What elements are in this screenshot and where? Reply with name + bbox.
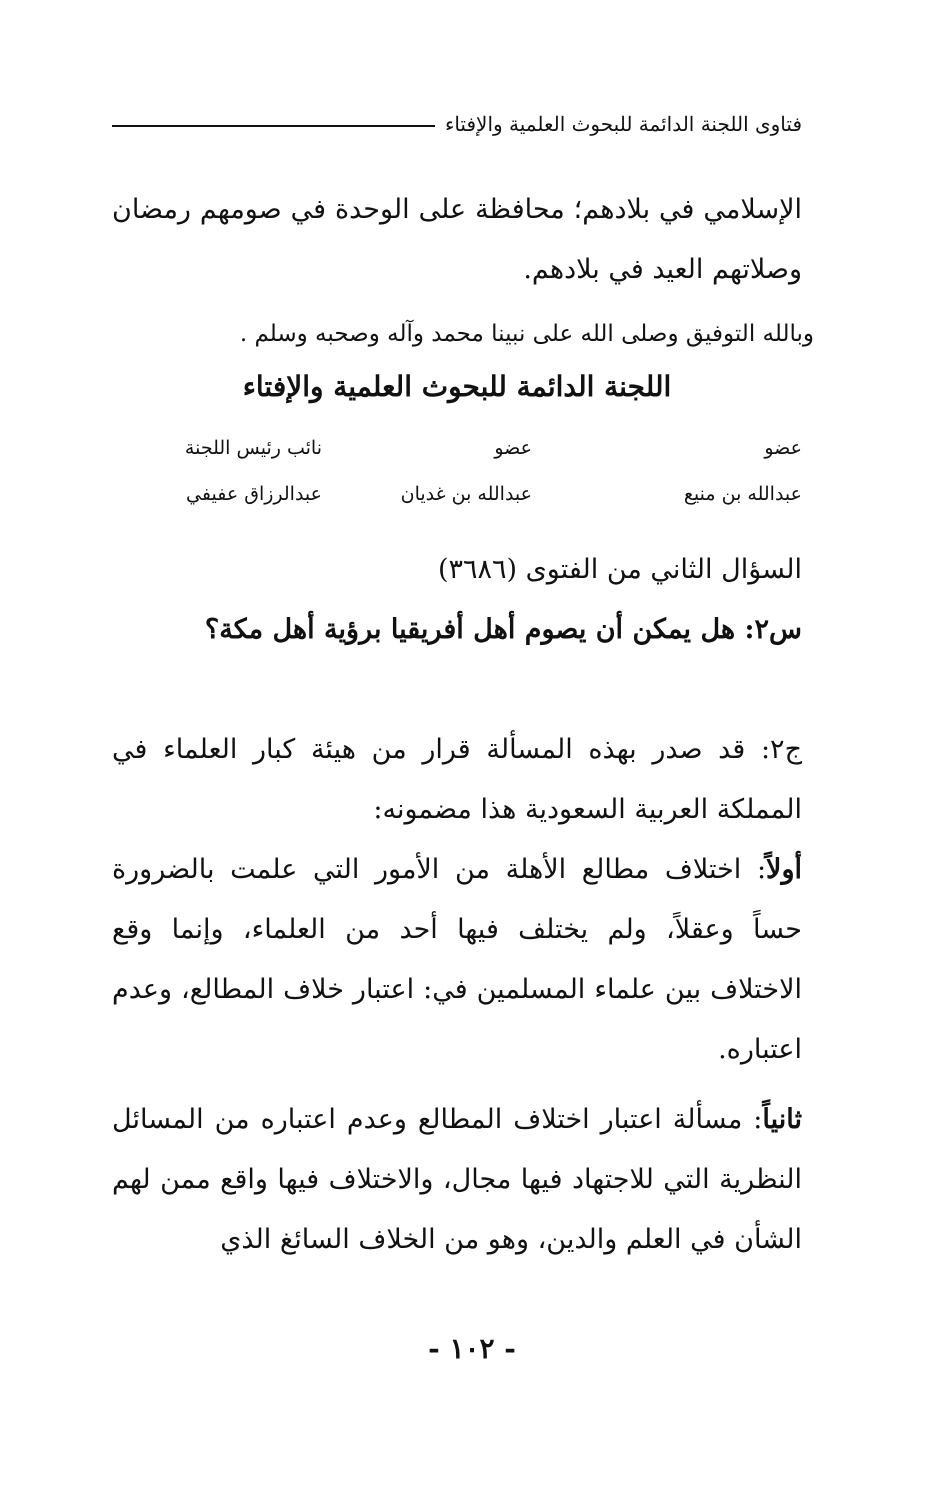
signatory-role: نائب رئيس اللجنة — [184, 437, 322, 459]
signatory-role: عضو — [764, 437, 802, 459]
signatory-2 — [401, 425, 532, 517]
point-2 — [112, 1090, 802, 1270]
point-1-label: أولاً — [766, 854, 802, 885]
point-2-text: : مسألة اعتبار اختلاف المطالع وعدم اعتباره من المسائل النظرية التي للاجتهاد فيها مجال، والاختلاف فيها واقع ممن لهم الشأن في العلم والدين، وهو من الخلاف السائغ الذي — [112, 1104, 802, 1255]
point-1-text: : اختلاف مطالع الأهلة من الأمور التي علمت بالضرورة حساً وعقلاً، ولم يختلف فيها أحد من العلماء، وإنما وقع الاختلاف بين علماء المسلمين في: اعتبار خلاف المطالع، وعدم اعتباره. — [112, 854, 802, 1065]
signatory-1 — [684, 425, 802, 517]
running-header-title: فتاوى اللجنة الدائمة للبحوث العلمية والإفتاء — [444, 112, 802, 136]
answer-intro: ج٢: قد صدر بهذه المسألة قرار من هيئة كبار العلماء في المملكة العربية السعودية هذا مضمونه: — [112, 734, 802, 825]
point-1 — [112, 840, 802, 1080]
point-2-label: ثانياً — [762, 1104, 802, 1135]
signatory-role: عضو — [494, 437, 532, 459]
fatwa-heading: السؤال الثاني من الفتوى (٣٦٨٦) — [437, 554, 802, 585]
running-header — [112, 112, 802, 136]
signatory-name: عبدالله بن منيع — [683, 483, 802, 505]
signatory-name: عبدالله بن غديان — [400, 483, 532, 505]
page-number: - ١٠٢ - — [428, 1332, 516, 1365]
signatory-3 — [185, 425, 322, 517]
paragraph-continuation: الإسلامي في بلادهم؛ محافظة على الوحدة في صومهم رمضان وصلاتهم العيد في بلادهم. — [112, 194, 802, 285]
question-text: س٢: هل يمكن أن يصوم أهل أفريقيا برؤية أهل مكة؟ — [204, 614, 802, 645]
closing-line: وبالله التوفيق وصلى الله على نبينا محمد وآله وصحبه وسلم . — [239, 321, 814, 347]
committee-name: اللجنة الدائمة للبحوث العلمية والإفتاء — [242, 370, 672, 403]
signatory-name: عبدالرزاق عفيفي — [186, 483, 322, 505]
header-rule — [112, 125, 435, 127]
